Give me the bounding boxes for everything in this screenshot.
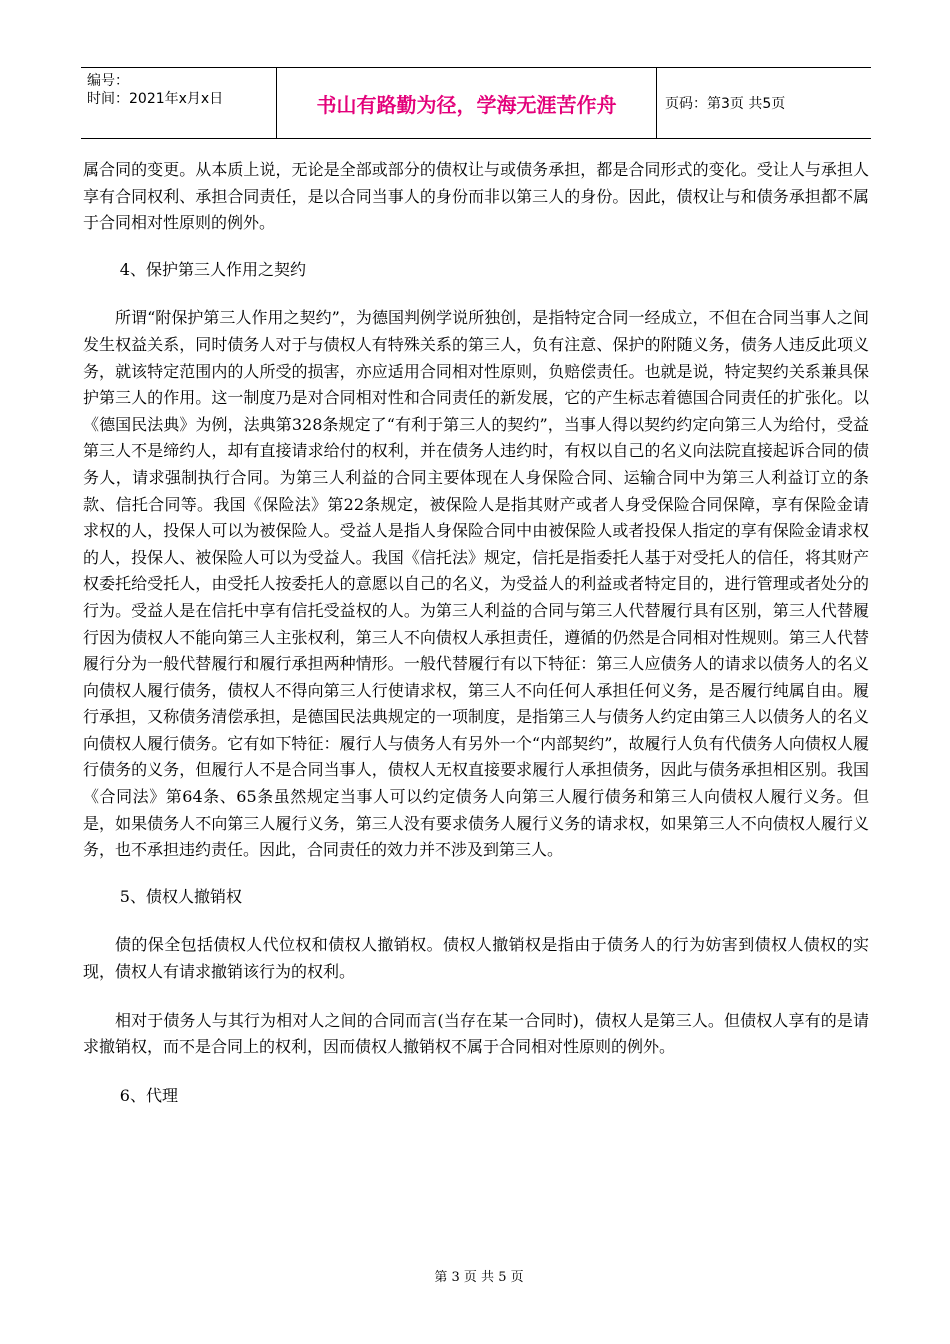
- section-heading-5: 5、债权人撤销权: [119, 886, 242, 906]
- section-heading-4: 4、保护第三人作用之契约: [119, 259, 306, 279]
- header-page-info: 页码：第3页 共5页: [665, 96, 786, 112]
- page-footer: 第 3 页 共 5 页: [434, 1270, 524, 1285]
- header-left-cell: [81, 68, 277, 138]
- paragraph: 属合同的变更。从本质上说，无论是全部或部分的债权让与或债务承担，都是合同形式的变化。受让人与承担人享有合同权利、承担合同责任，是以合同当事人的身份而非以第三人的身份。因此，债权让与和债务承担都不属于合同相对性原则的例外。: [83, 160, 869, 233]
- doc-number-label: 编号：: [87, 73, 129, 89]
- header-motto: 书山有路勤为径，学海无涯苦作舟: [277, 68, 657, 138]
- paragraph: 债的保全包括债权人代位权和债权人撤销权。债权人撤销权是指由于债务人的行为妨害到债权人债权的实现，债权人有请求撤销该行为的权利。: [83, 935, 869, 982]
- paragraph: 相对于债务人与其行为相对人之间的合同而言(当存在某一合同时)，债权人是第三人。但债权人享有的是请求撤销权，而不是合同上的权利，因而债权人撤销权不属于合同相对性原则的例外。: [83, 1010, 869, 1057]
- header-table: [81, 67, 871, 139]
- paragraph: 所谓“附保护第三人作用之契约”，为德国判例学说所独创，是指特定合同一经成立，不但在合同当事人之间发生权益关系，同时债务人对于与债权人有特殊关系的第三人，负有注意、保护的附随义务，债务人违反此项义务，就该特定范围内的人所受的损害，亦应适用合同相对性原则，负赔偿责任。也就是说，特定契约关系兼具保护第三人的作用。这一制度乃是对合同相对性和合同责任的新发展，它的产生标志着德国合同责任的扩张化。以《德国民法典》为例，法典第328条规定了“有利于第三人的契约”，当事人得以契约约定向第三人为给付，受益第三人不是缔约人，却有直接请求给付的权利，并在债务人违约时，有权以自己的名义向法院直接起诉合同的债务人，请求强制执行合同。为第三人利益的合同主要体现在人身保险合同、运输合同中为第三人利益订立的条款、信托合同等。我国《保险法》第22条规定，被保险人是指其财产或者人身受保险合同保障，享有保险金请求权的人，投保人可以为被保险人。受益人是指人身保险合同中由被保险人或者投保人指定的享有保险金请求权的人，投保人、被保险人可以为受益人。我国《信托法》规定，信托是指委托人基于对受托人的信任，将其财产权委托给受托人，由受托人按委托人的意愿以自己的名义，为受益人的利益或者特定目的，进行管理或者处分的行为。受益人是在信托中享有信托受益权的人。为第三人利益的合同与第三人代替履行具有区别，第三人代替履行因为债权人不能向第三人主张权利，第三人不向债权人承担责任，遵循的仍然是合同相对性规则。第三人代替履行分为一般代替履行和履行承担两种情形。一般代替履行有以下特征：第三人应债务人的请求以债务人的名义向债权人履行债务，债权人不得向第三人行使请求权，第三人不向任何人承担任何义务，是否履行纯属自由。履行承担，又称债务清偿承担，是德国民法典规定的一项制度，是指第三人与债务人约定由第三人以债务人的名义向债权人履行债务。它有如下特征：履行人与债务人有另外一个“内部契约”，故履行人负有代债务人向债权人履行债务的义务，但履行人不是合同当事人，债权人无权直接要求履行人承担债务，因此与债务承担相区别。我国《合同法》第64条、65条虽然规定当事人可以约定债务人向第三人履行债务和第三人向债权人履行义务。但是，如果债务人不向第三人履行义务，第三人没有要求债务人履行义务的请求权，如果第三人不向债权人履行义务，也不承担违约责任。因此，合同责任的效力并不涉及到第三人。: [83, 308, 869, 860]
- document-body: [83, 157, 869, 1109]
- doc-time-label: 时间：2021年x月x日: [87, 91, 224, 107]
- section-heading-6: 6、代理: [119, 1085, 178, 1105]
